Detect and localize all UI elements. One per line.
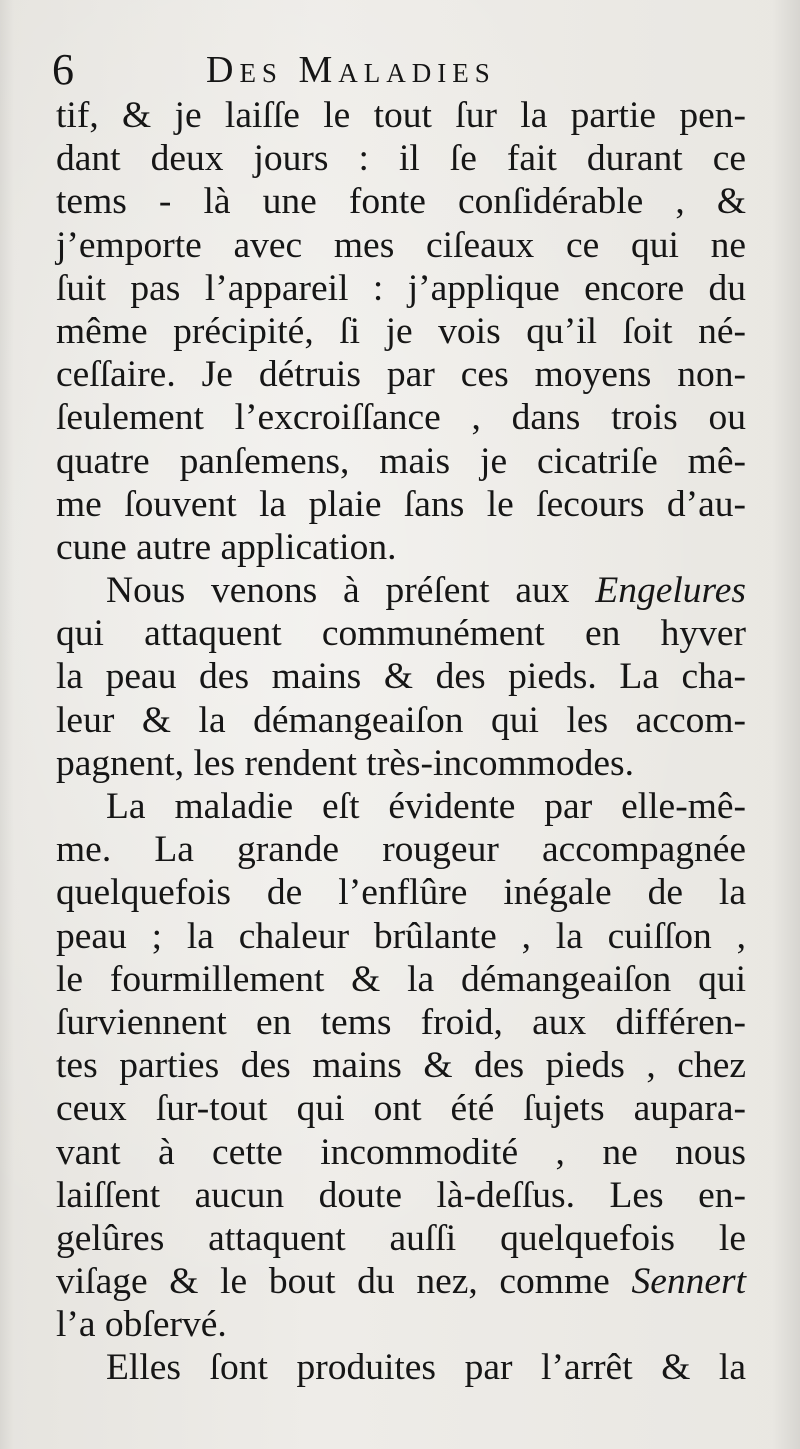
- text-line: ceſſaire. Je détruis par ces moyens non-: [56, 354, 746, 396]
- text-line: ſuit pas l’appareil : j’applique encore du: [56, 267, 746, 309]
- page-right-edge: [772, 0, 800, 1449]
- text-line: peau ; la chaleur brûlante , la cuiſſon ,: [56, 915, 746, 957]
- text-line: qui attaquent communément en hyver: [56, 613, 746, 655]
- text-line: ceux ſur-tout qui ont été ſujets aupara-: [56, 1088, 746, 1130]
- text-line: cune autre application.: [56, 526, 397, 568]
- running-head: [52, 42, 752, 98]
- body-text: [56, 94, 746, 1390]
- text-line: ſurviennent en tems froid, aux différen-: [56, 1001, 746, 1043]
- text-line: ſeulement l’excroiſſance , dans trois ou: [56, 397, 746, 439]
- text-line-engelures: [56, 569, 746, 612]
- page-number: 6: [52, 45, 74, 94]
- text-fragment: Nous venons à préſent aux: [106, 570, 570, 612]
- text-line: gelûres attaquent auſſi quelquefois le: [56, 1217, 746, 1259]
- text-fragment: viſage & le bout du nez, comme: [56, 1261, 610, 1303]
- text-line: l’a obſervé.: [56, 1304, 227, 1346]
- text-line: le fourmillement & la démangeaiſon qui: [56, 958, 746, 1000]
- text-line: quelquefois de l’enflûre inégale de la: [56, 872, 746, 914]
- text-line: tif, & je laiſſe le tout ſur la partie pen-: [56, 95, 746, 136]
- running-title: Des Maladies: [206, 49, 496, 91]
- text-line: la peau des mains & des pieds. La cha-: [56, 656, 746, 698]
- italic-term-engelures: Engelures: [595, 570, 746, 612]
- text-line: j’emporte avec mes ciſeaux ce qui ne: [56, 224, 746, 266]
- text-line: vant à cette incommodité , ne nous: [56, 1131, 746, 1173]
- text-line: pagnent, les rendent très-incommodes.: [56, 742, 634, 784]
- text-line: me. La grande rougeur accompagnée: [56, 829, 746, 871]
- text-line: même précipité, ſi je vois qu’il ſoit né-: [56, 310, 746, 352]
- text-line: tems - là une fonte conſidérable , &: [56, 181, 746, 223]
- text-line: La maladie eſt évidente par elle-mê-: [106, 786, 746, 827]
- text-line: quatre panſemens, mais je cicatriſe mê-: [56, 440, 746, 482]
- italic-term-sennert: Sennert: [631, 1261, 747, 1303]
- text-line: me ſouvent la plaie ſans le ſecours d’au-: [56, 483, 746, 525]
- page-left-edge: [0, 0, 14, 1449]
- text-line: Elles ſont produites par l’arrêt & la: [106, 1347, 746, 1389]
- text-line: leur & la démangeaiſon qui les accom-: [56, 699, 746, 741]
- text-line: laiſſent aucun doute là-deſſus. Les en-: [56, 1174, 746, 1216]
- text-line: dant deux jours : il ſe fait durant ce: [56, 138, 746, 180]
- text-line: tes parties des mains & des pieds , chez: [56, 1045, 746, 1087]
- text-line-sennert: [56, 1260, 746, 1303]
